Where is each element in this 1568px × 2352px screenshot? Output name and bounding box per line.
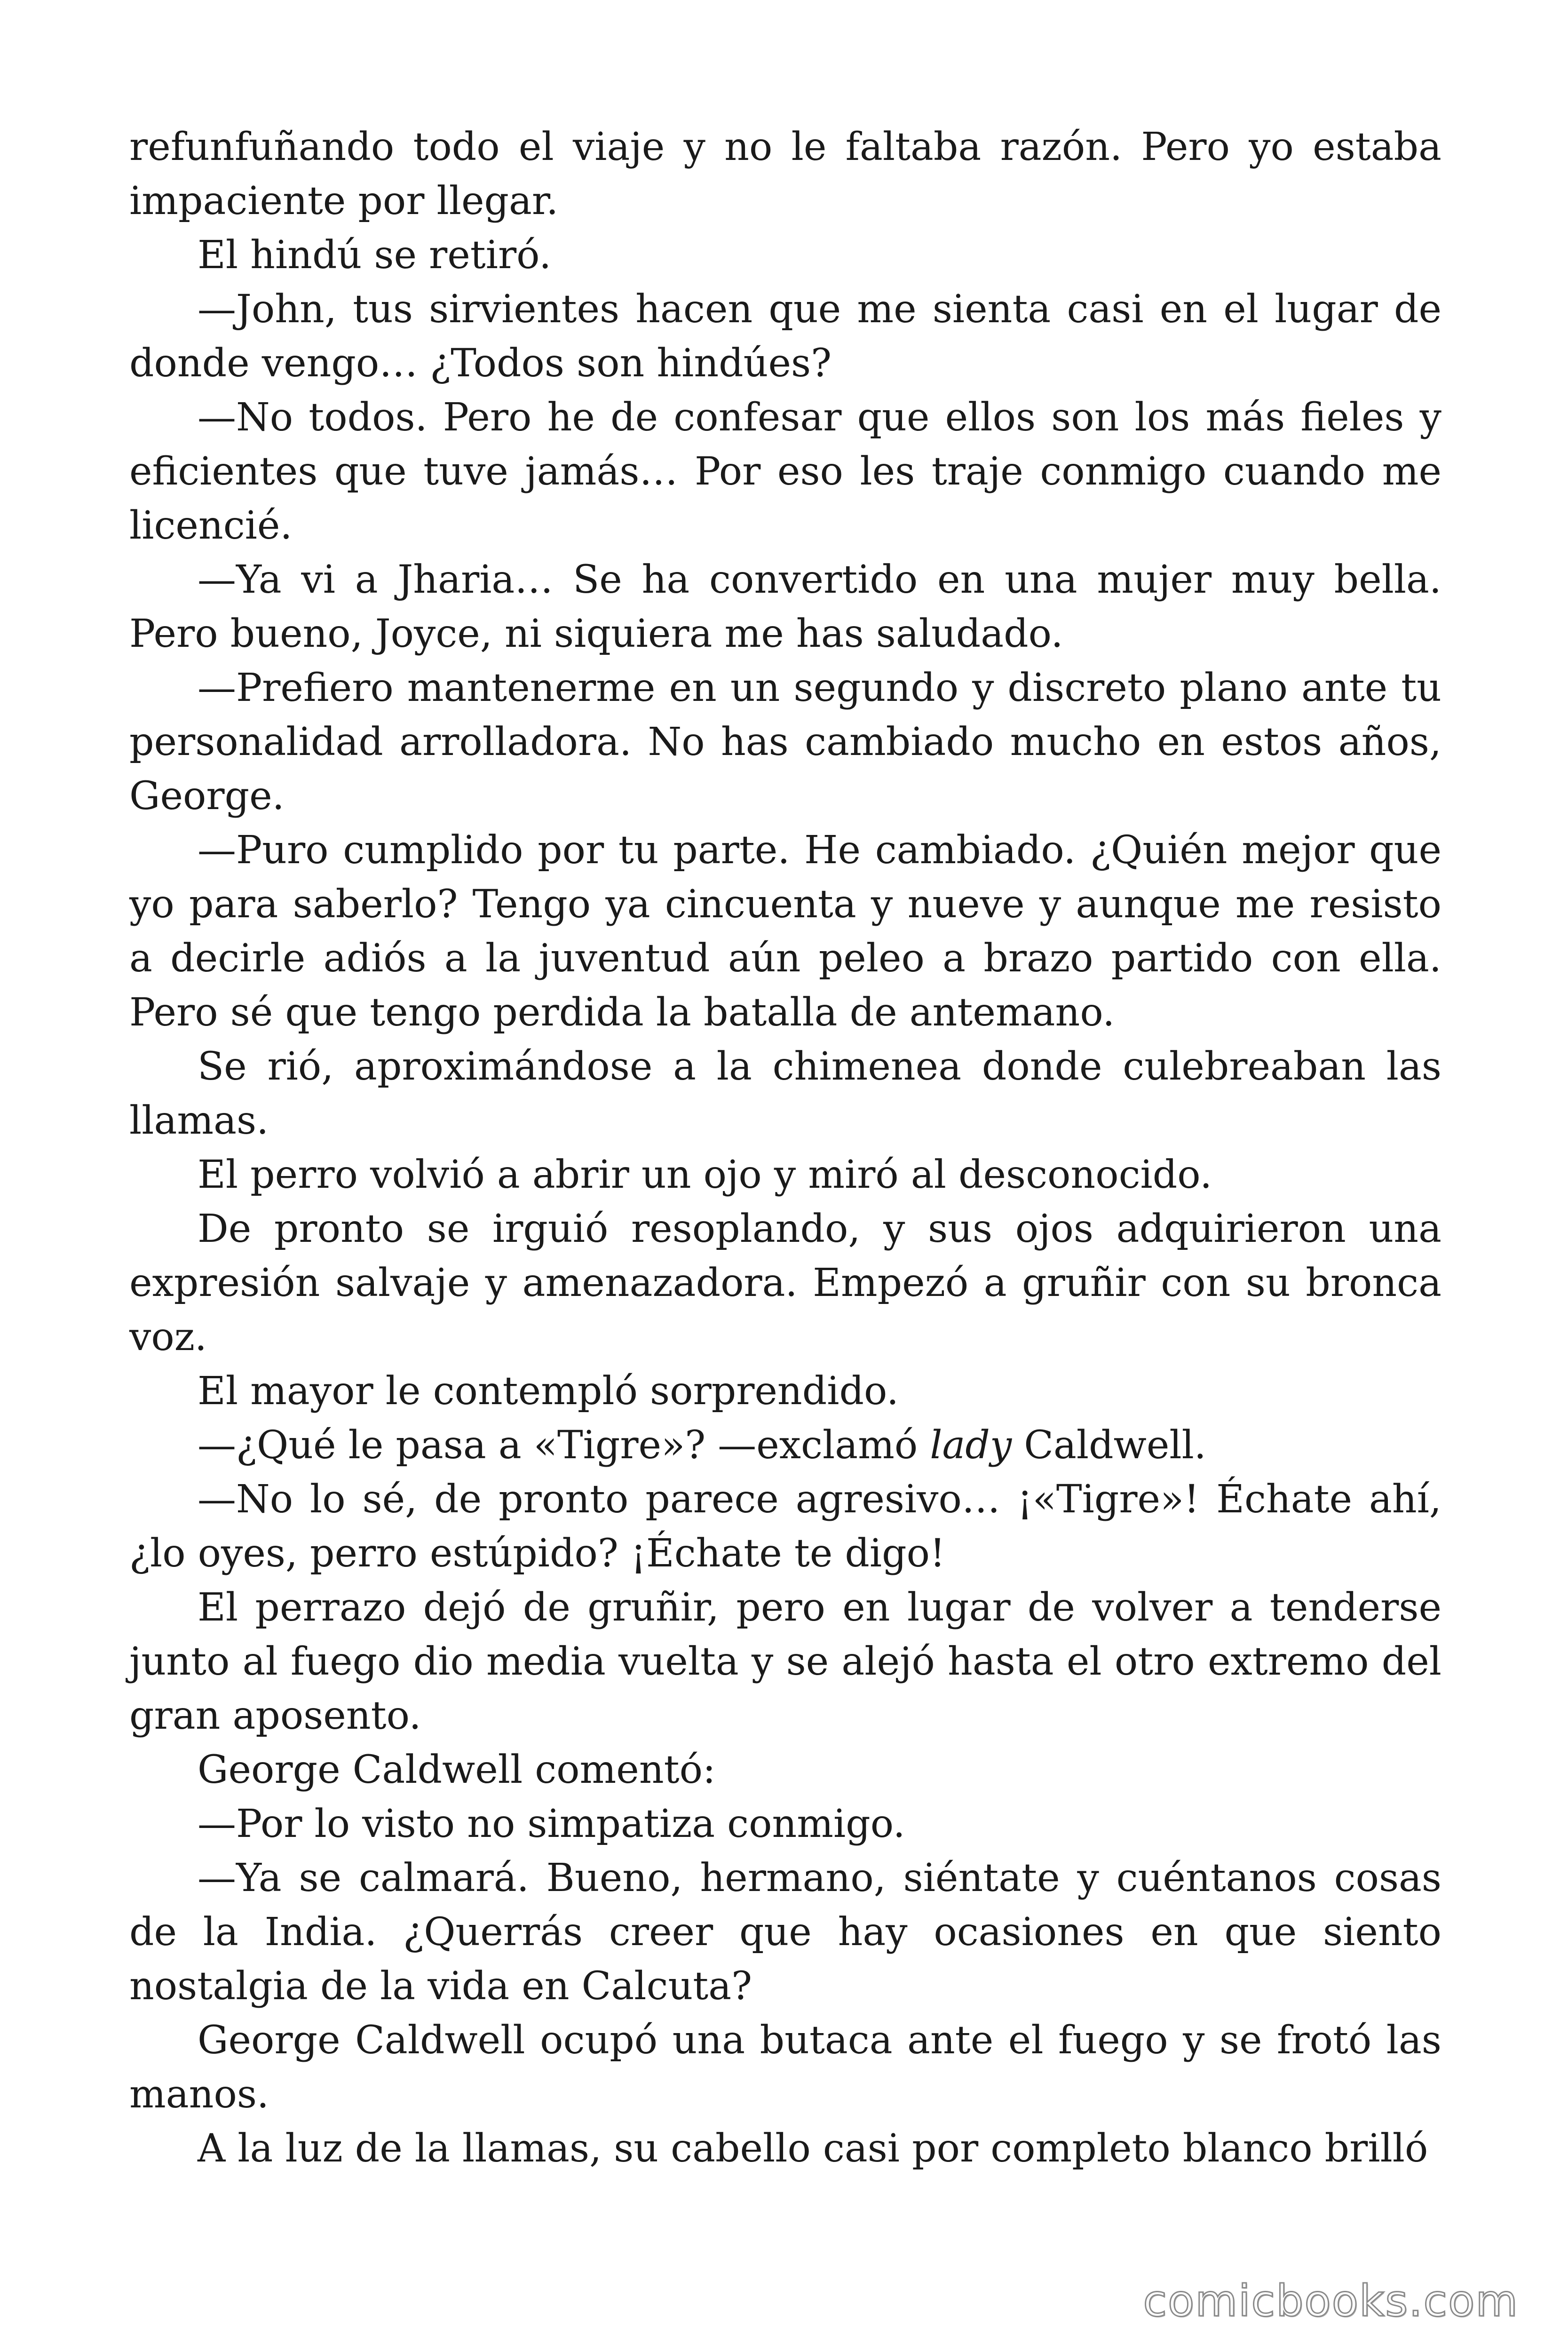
paragraph: —Por lo visto no simpatiza conmigo.	[198, 1802, 905, 1846]
paragraph: refunfuñando todo el viaje y no le faltaba razón. Pero yo estaba impaciente por llegar.	[129, 125, 1441, 223]
paragraph: —Ya vi a Jharia… Se ha convertido en una mujer muy bella. Pero bueno, Joyce, ni siquiera me has saludado.	[129, 557, 1441, 656]
paragraph: George Caldwell ocupó una butaca ante el fuego y se frotó las manos.	[129, 2018, 1441, 2117]
paragraph: —Ya se calmará. Bueno, hermano, siéntate y cuéntanos cosas de la India. ¿Querrás creer que hay ocasiones en que siento nostalgia de la vida en Calcuta?	[129, 1856, 1441, 2009]
paragraph-with-italic	[129, 1418, 1441, 1472]
paragraph: —No lo sé, de pronto parece agresivo… ¡«Tigre»! Échate ahí, ¿lo oyes, perro estúpido? ¡Échate te digo!	[129, 1477, 1441, 1576]
paragraph: George Caldwell comentó:	[198, 1748, 716, 1792]
paragraph: —Prefiero mantenerme en un segundo y discreto plano ante tu personalidad arrolladora. No has cambiado mucho en estos años, George.	[129, 666, 1441, 818]
paragraph: A la luz de la llamas, su cabello casi por completo blanco brilló	[198, 2126, 1428, 2171]
paragraph: De pronto se irguió resoplando, y sus ojos adquirieron una expresión salvaje y amenazadora. Empezó a gruñir con su bronca voz.	[129, 1207, 1441, 1359]
paragraph: —Puro cumplido por tu parte. He cambiado. ¿Quién mejor que yo para saberlo? Tengo ya cincuenta y nueve y aunque me resisto a decirle adiós a la juventud aún peleo a brazo partido con ella. Pero sé que tengo perdida la batalla de antemano.	[129, 828, 1441, 1035]
paragraph: El mayor le contempló sorprendido.	[198, 1369, 899, 1414]
paragraph: El hindú se retiró.	[198, 233, 552, 278]
paragraph: El perro volvió a abrir un ojo y miró al desconocido.	[198, 1152, 1212, 1197]
italic-word: lady	[930, 1423, 1012, 1468]
paragraph-part: Caldwell.	[1012, 1423, 1206, 1468]
paragraph: El perrazo dejó de gruñir, pero en lugar de volver a tenderse junto al fuego dio media vuelta y se alejó hasta el otro extremo del gran aposento.	[129, 1585, 1441, 1738]
body-text	[129, 120, 1441, 2176]
paragraph-part: —¿Qué le pasa a «Tigre»? —exclamó	[198, 1423, 930, 1468]
paragraph: —No todos. Pero he de confesar que ellos son los más fieles y eficientes que tuve jamás… Por eso les traje conmigo cuando me licencié.	[129, 395, 1441, 548]
watermark: comicbooks.com	[1143, 2276, 1519, 2326]
paragraph: Se rió, aproximándose a la chimenea donde culebreaban las llamas.	[129, 1044, 1441, 1143]
paragraph: —John, tus sirvientes hacen que me sienta casi en el lugar de donde vengo… ¿Todos son hindúes?	[129, 287, 1441, 386]
